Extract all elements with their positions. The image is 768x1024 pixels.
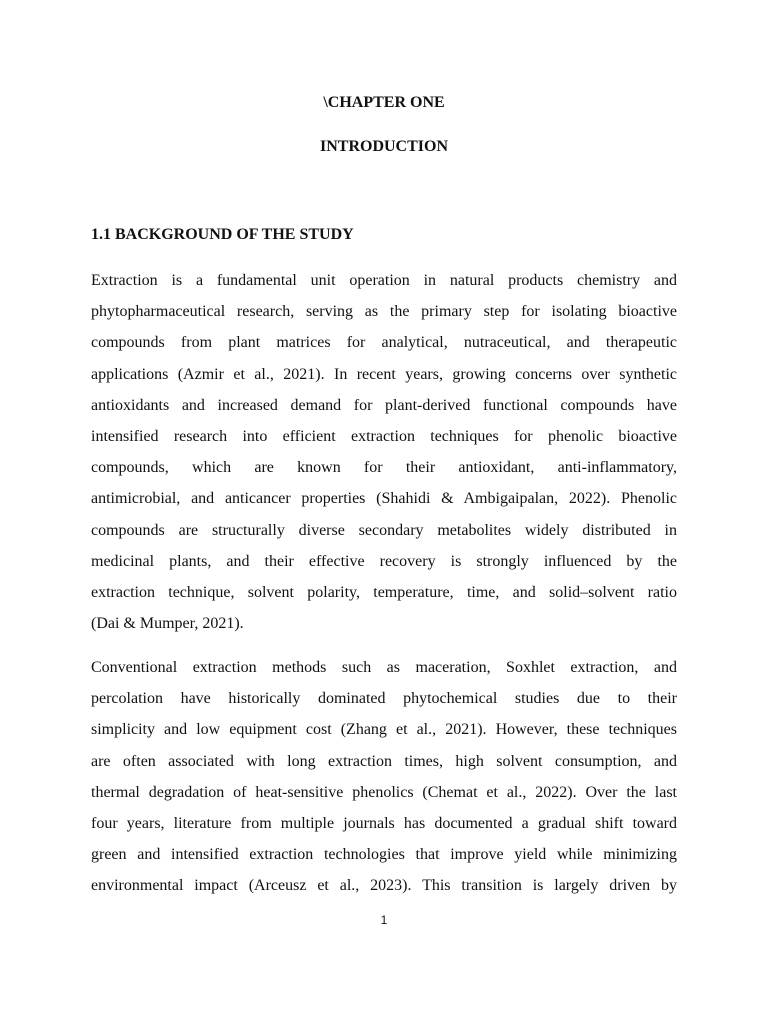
paragraph-line: phytopharmaceutical research, serving as the primary step for isolating bioactive bbox=[91, 303, 677, 321]
paragraph-line: compounds, which are known for their antioxidant, anti-inflammatory, bbox=[91, 459, 677, 477]
chapter-title: \CHAPTER ONE bbox=[323, 94, 445, 111]
paragraph-line: four years, literature from multiple journals has documented a gradual shift toward bbox=[91, 814, 677, 832]
paragraph-line: compounds are structurally diverse secondary metabolites widely distributed in bbox=[91, 521, 677, 539]
paragraph-line: Conventional extraction methods such as maceration, Soxhlet extraction, and bbox=[91, 659, 677, 676]
paragraph-line: intensified research into efficient extraction techniques for phenolic bioactive bbox=[91, 427, 677, 445]
paragraph-line: medicinal plants, and their effective recovery is strongly influenced by the bbox=[91, 552, 677, 570]
paragraph-line: compounds from plant matrices for analytical, nutraceutical, and therapeutic bbox=[91, 334, 677, 352]
section-heading: 1.1 BACKGROUND OF THE STUDY bbox=[91, 226, 354, 243]
paragraph-line: Extraction is a fundamental unit operation in natural products chemistry and bbox=[91, 272, 677, 289]
paragraph-2 bbox=[91, 652, 677, 902]
paragraph-line: percolation have historically dominated phytochemical studies due to their bbox=[91, 690, 677, 708]
chapter-subtitle: INTRODUCTION bbox=[319, 138, 448, 155]
paragraph-line: (Dai & Mumper, 2021). bbox=[91, 615, 244, 633]
paragraph-line: extraction technique, solvent polarity, temperature, time, and solid–solvent ratio bbox=[91, 583, 677, 601]
paragraph-line: antimicrobial, and anticancer properties (Shahidi & Ambigaipalan, 2022). Phenolic bbox=[91, 490, 677, 508]
paragraph-1 bbox=[91, 265, 677, 639]
paragraph-line: environmental impact (Arceusz et al., 2023). This transition is largely driven by bbox=[91, 877, 677, 895]
page-number: 1 bbox=[380, 913, 388, 927]
paragraph-line: simplicity and low equipment cost (Zhang et al., 2021). However, these techniques bbox=[91, 721, 677, 739]
paragraph-line: antioxidants and increased demand for plant-derived functional compounds have bbox=[91, 396, 677, 414]
paragraph-line: green and intensified extraction technologies that improve yield while minimizing bbox=[91, 846, 677, 864]
paragraph-line: applications (Azmir et al., 2021). In recent years, growing concerns over synthetic bbox=[91, 365, 677, 383]
paragraph-line: thermal degradation of heat-sensitive phenolics (Chemat et al., 2022). Over the last bbox=[91, 783, 677, 801]
paragraph-line: are often associated with long extraction times, high solvent consumption, and bbox=[91, 752, 677, 770]
